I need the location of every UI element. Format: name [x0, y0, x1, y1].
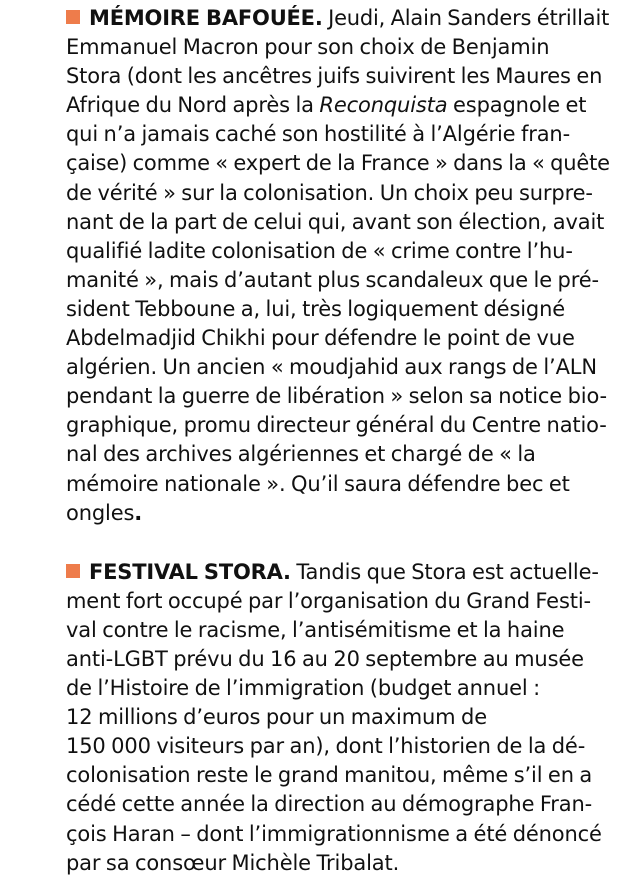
text-line: [66, 558, 610, 587]
closing-period: .: [134, 500, 143, 525]
text-line: pendant la guerre de libération » selon sa notice bio-: [66, 384, 607, 409]
text-segment: Tandis que Stora est actuelle-: [290, 559, 599, 584]
article-column: [66, 4, 610, 878]
text-line: qualifié ladite colonisation de « crime contre l’hu-: [66, 238, 573, 263]
text-line: de l’Histoire de l’immigration (budget annuel :: [66, 676, 541, 701]
text-line: qui n’a jamais caché son hostilité à l’Algérie fran-: [66, 122, 571, 147]
text-line: [66, 91, 610, 120]
text-segment: Afrique du Nord après la: [66, 93, 320, 118]
text-segment: ongles: [66, 500, 135, 525]
text-line: [66, 4, 610, 33]
text-line: manité », mais d’autant plus scandaleux que le pré-: [66, 267, 599, 292]
text-line: Stora (dont les ancêtres juifs suivirent les Maures en: [66, 64, 603, 89]
text-line: anti-LGBT prévu du 16 au 20 septembre au musée: [66, 646, 584, 671]
text-line: 150 000 visiteurs par an), dont l’historien de la dé-: [66, 734, 586, 759]
square-bullet-icon: [66, 10, 80, 24]
text-line: cédé cette année la direction au démographe Fran-: [66, 792, 593, 817]
text-line: [66, 499, 610, 528]
text-line: Emmanuel Macron pour son choix de Benjamin: [66, 35, 550, 60]
text-line: colonisation reste le grand manitou, même s’il en a: [66, 763, 593, 788]
text-line: val contre le racisme, l’antisémitisme et la haine: [66, 617, 565, 642]
text-line: mémoire nationale ». Qu’il saura défendre bec et: [66, 471, 570, 496]
text-line: Abdelmadjid Chikhi pour défendre le point de vue: [66, 326, 575, 351]
article-headline: FESTIVAL STORA.: [89, 559, 291, 584]
italic-term: Reconquista: [319, 93, 448, 118]
article-headline: MÉMOIRE BAFOUÉE.: [89, 6, 323, 30]
text-segment: Jeudi, Alain Sanders étrillait: [322, 6, 610, 30]
text-line: 12 millions d’euros pour un maximum de: [66, 705, 487, 730]
text-line: algérien. Un ancien « moudjahid aux rangs de l’ALN: [66, 355, 597, 380]
text-segment: espagnole et: [447, 93, 587, 118]
text-line: nal des archives algériennes et chargé de « la: [66, 442, 536, 467]
article-festival-stora: [66, 558, 610, 878]
text-line: nant de la part de celui qui, avant son élection, avait: [66, 209, 605, 234]
text-line: graphique, promu directeur général du Centre natio-: [66, 413, 607, 438]
text-line: ment fort occupé par l’organisation du Grand Festi-: [66, 588, 591, 613]
text-line: de vérité » sur la colonisation. Un choix peu surpre-: [66, 180, 593, 205]
text-line: par sa consœur Michèle Tribalat.: [66, 850, 400, 875]
article-memoire-bafouee: [66, 4, 610, 528]
square-bullet-icon: [66, 564, 80, 578]
text-line: sident Tebboune a, lui, très logiquement désigné: [66, 296, 566, 321]
text-line: çaise) comme « expert de la France » dans la « quête: [66, 151, 610, 176]
text-line: çois Haran – dont l’immigrationnisme a été dénoncé: [66, 821, 602, 846]
